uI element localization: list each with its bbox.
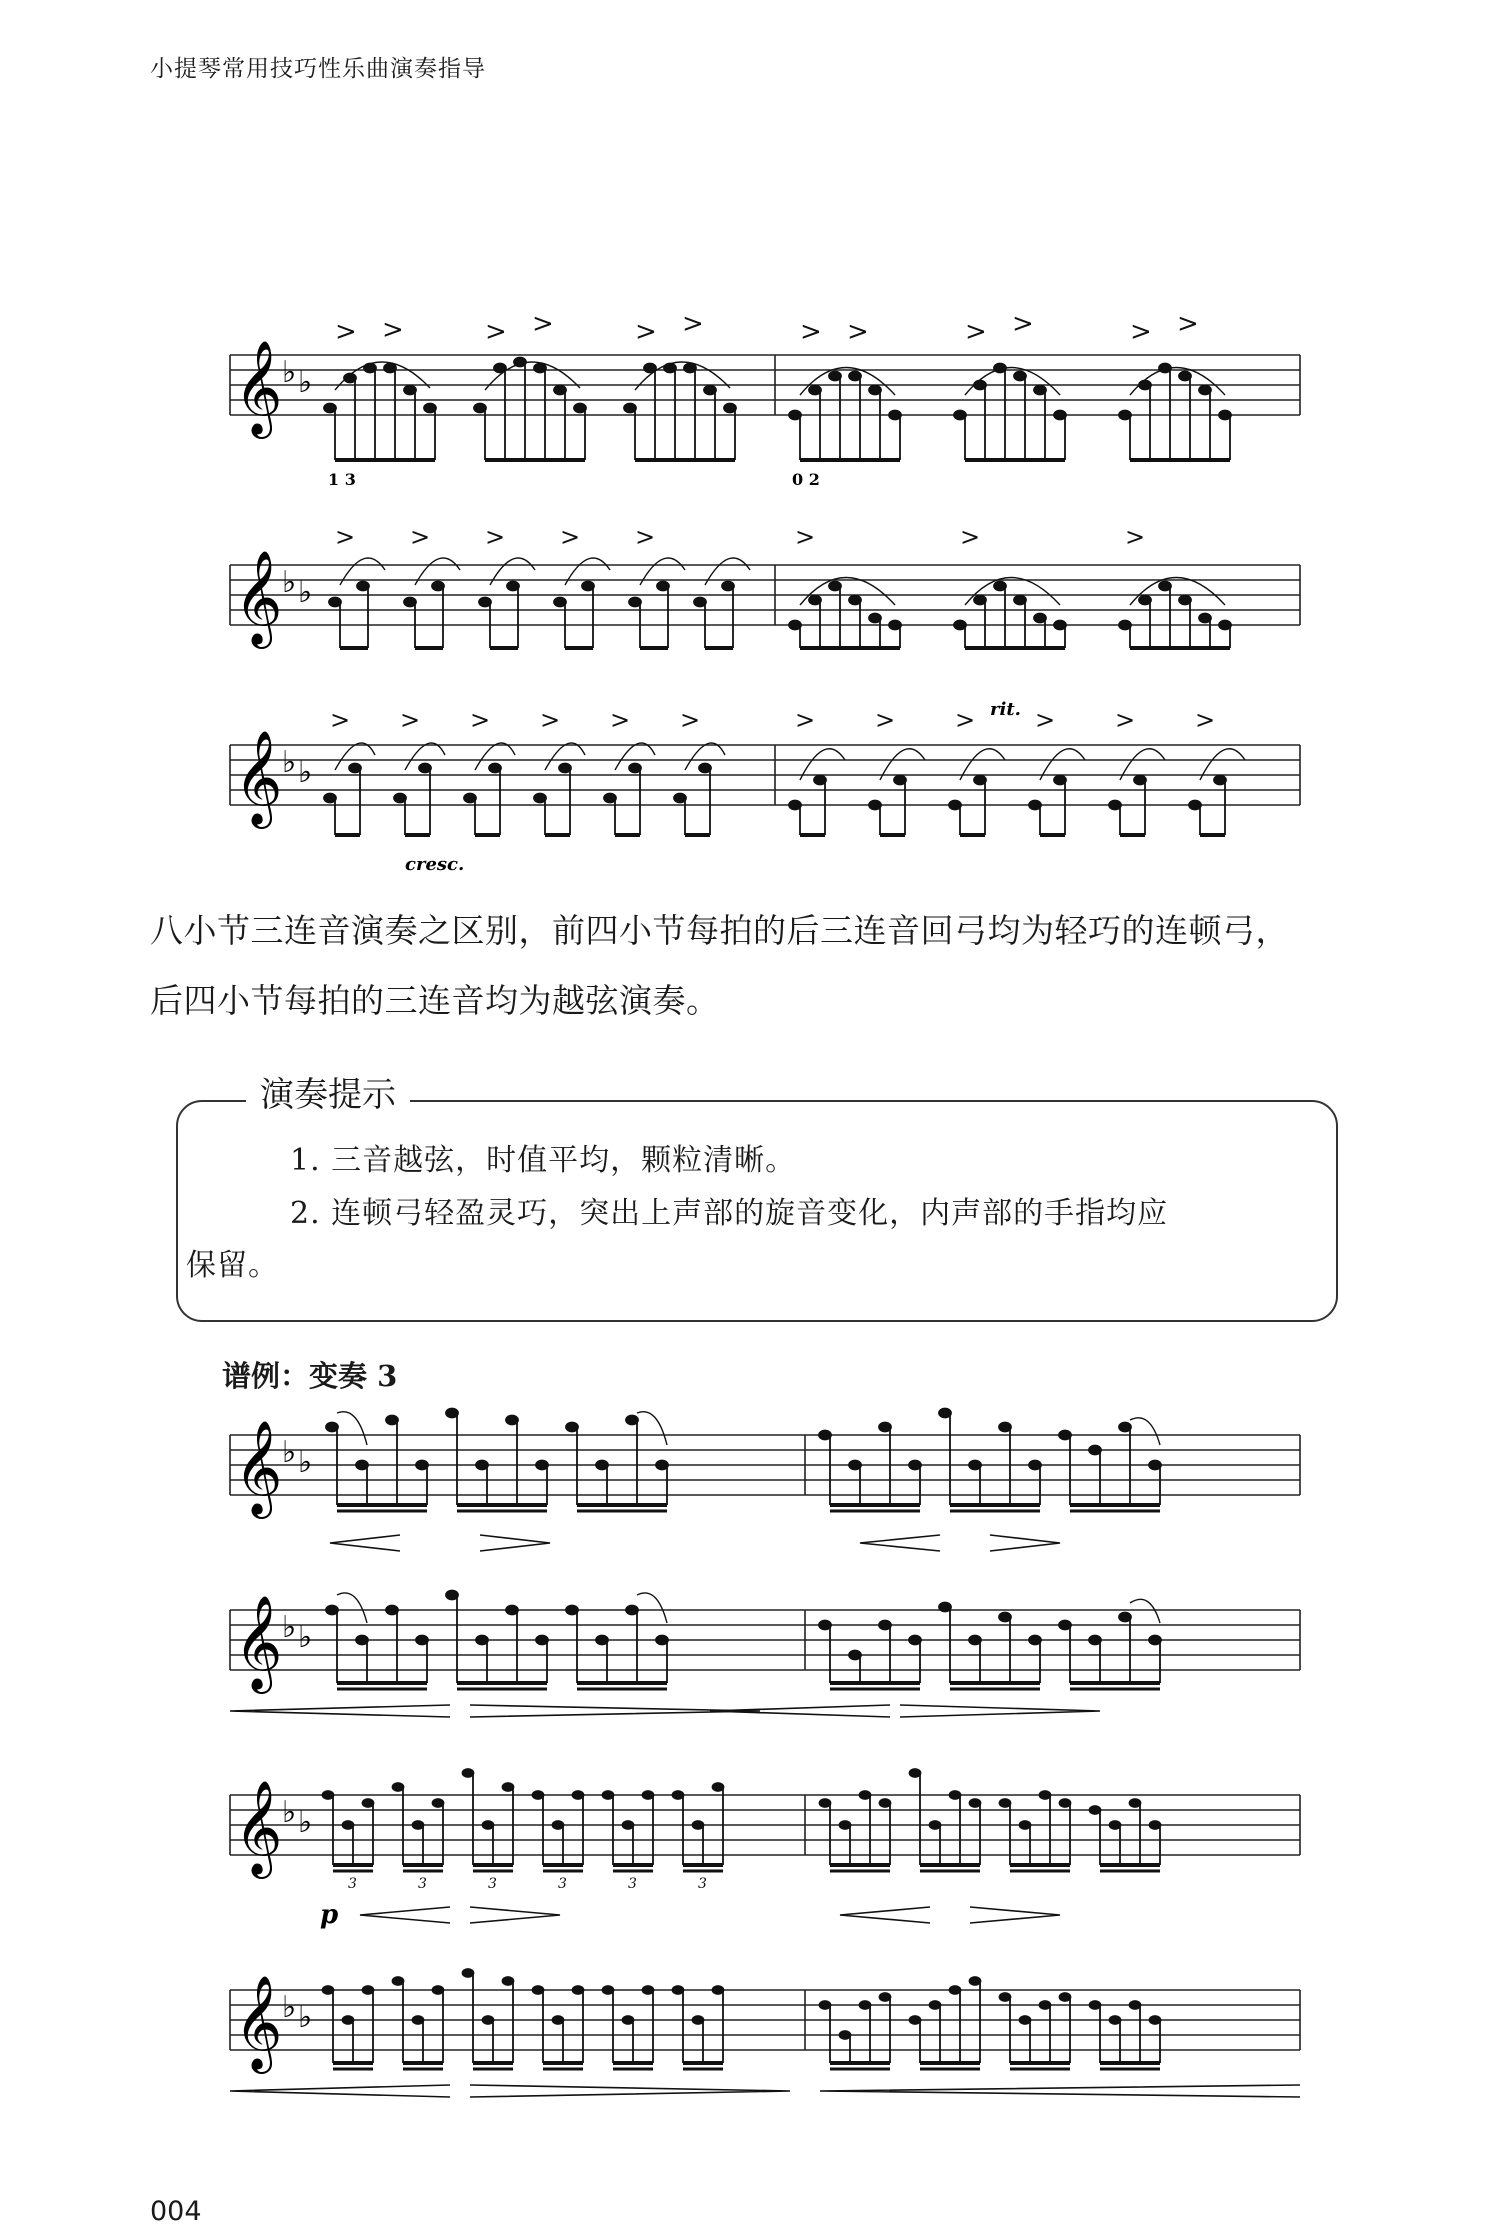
svg-text:3: 3 xyxy=(348,1876,357,1892)
treble-clef-icon: 𝄞 xyxy=(234,550,283,645)
flat-icon: ♭ xyxy=(282,745,297,780)
svg-text:>: > xyxy=(800,317,822,347)
flat-icon: ♭ xyxy=(298,2000,313,2035)
svg-text:>: > xyxy=(485,317,507,347)
svg-text:>: > xyxy=(1195,706,1216,734)
svg-text:3: 3 xyxy=(488,1876,497,1892)
music-staff-4 xyxy=(220,1385,1310,1555)
treble-clef-icon: 𝄞 xyxy=(234,1420,283,1515)
svg-text:>: > xyxy=(532,310,554,339)
music-staff-6 xyxy=(220,1745,1310,1930)
svg-text:>: > xyxy=(1125,523,1146,551)
example-label: 谱例：变奏 3 xyxy=(222,1359,398,1393)
paragraph-line-1: 八小节三连音演奏之区别，前四小节每拍的后三连音回弓均为轻巧的连顿弓， xyxy=(150,911,1289,950)
flat-icon: ♭ xyxy=(282,1990,297,2025)
svg-text:>: > xyxy=(470,706,491,734)
treble-clef-icon: 𝄞 xyxy=(234,1595,283,1690)
tips-item-2-cont: 保留。 xyxy=(186,1248,279,1283)
svg-text:>: > xyxy=(485,523,506,551)
flat-icon: ♭ xyxy=(282,1795,297,1830)
svg-text:>: > xyxy=(1012,310,1034,339)
svg-text:3: 3 xyxy=(698,1876,707,1892)
flat-icon: ♭ xyxy=(282,565,297,600)
svg-text:>: > xyxy=(540,706,561,734)
svg-text:>: > xyxy=(875,706,896,734)
svg-text:>: > xyxy=(400,706,421,734)
tempo-mark: rit. xyxy=(990,700,1021,720)
music-staff-2 xyxy=(220,520,1310,670)
svg-text:>: > xyxy=(955,706,976,734)
running-header: 小提琴常用技巧性乐曲演奏指导 xyxy=(150,56,486,82)
music-staff-3 xyxy=(220,700,1310,880)
treble-clef-icon: 𝄞 xyxy=(234,730,283,825)
svg-text:>: > xyxy=(560,523,581,551)
svg-text:>: > xyxy=(330,706,351,734)
music-staff-1 xyxy=(220,310,1310,490)
fingering-marks: 1 3 xyxy=(328,470,356,489)
svg-text:>: > xyxy=(1115,706,1136,734)
hairpins xyxy=(330,1535,1060,1551)
svg-text:>: > xyxy=(795,523,816,551)
tips-item-2: 2. 连顿弓轻盈灵巧，突出上声部的旋音变化，内声部的手指均应 xyxy=(290,1196,1169,1231)
music-staff-7 xyxy=(220,1945,1310,2125)
flat-icon: ♭ xyxy=(298,1620,313,1655)
flat-icon: ♭ xyxy=(298,575,313,610)
svg-text:>: > xyxy=(682,310,704,339)
svg-text:>: > xyxy=(847,317,869,347)
music-staff-5 xyxy=(220,1565,1310,1725)
tips-item-1: 1. 三音越弦，时值平均，颗粒清晰。 xyxy=(290,1143,797,1178)
svg-text:>: > xyxy=(965,317,987,347)
svg-text:>: > xyxy=(610,706,631,734)
flat-icon: ♭ xyxy=(298,365,313,400)
treble-clef-icon: 𝄞 xyxy=(234,340,283,435)
svg-text:>: > xyxy=(1130,317,1152,347)
svg-text:>: > xyxy=(680,706,701,734)
flat-icon: ♭ xyxy=(298,1445,313,1480)
svg-text:>: > xyxy=(410,523,431,551)
tips-title: 演奏提示 xyxy=(246,1067,410,1116)
flat-icon: ♭ xyxy=(298,755,313,790)
page-number: 004 xyxy=(150,2196,202,2227)
fingering-marks: 0 2 xyxy=(792,470,820,489)
dynamic-mark: p xyxy=(320,1900,339,1930)
flat-icon: ♭ xyxy=(282,1610,297,1645)
svg-text:>: > xyxy=(795,706,816,734)
svg-text:3: 3 xyxy=(558,1876,567,1892)
svg-text:>: > xyxy=(335,523,356,551)
dynamic-mark: cresc. xyxy=(405,854,465,875)
svg-text:>: > xyxy=(960,523,981,551)
paragraph-line-2: 后四小节每拍的三连音均为越弦演奏。 xyxy=(150,981,720,1020)
flat-icon: ♭ xyxy=(298,1805,313,1840)
svg-text:3: 3 xyxy=(418,1876,427,1892)
svg-text:>: > xyxy=(635,317,657,347)
svg-text:>: > xyxy=(382,315,404,345)
flat-icon: ♭ xyxy=(282,355,297,390)
flat-icon: ♭ xyxy=(282,1435,297,1470)
treble-clef-icon: 𝄞 xyxy=(234,1975,283,2070)
treble-clef-icon: 𝄞 xyxy=(234,1780,283,1875)
svg-text:>: > xyxy=(1177,310,1199,339)
svg-text:>: > xyxy=(1035,706,1056,734)
svg-text:>: > xyxy=(635,523,656,551)
svg-text:3: 3 xyxy=(628,1876,637,1892)
svg-text:>: > xyxy=(335,317,357,347)
